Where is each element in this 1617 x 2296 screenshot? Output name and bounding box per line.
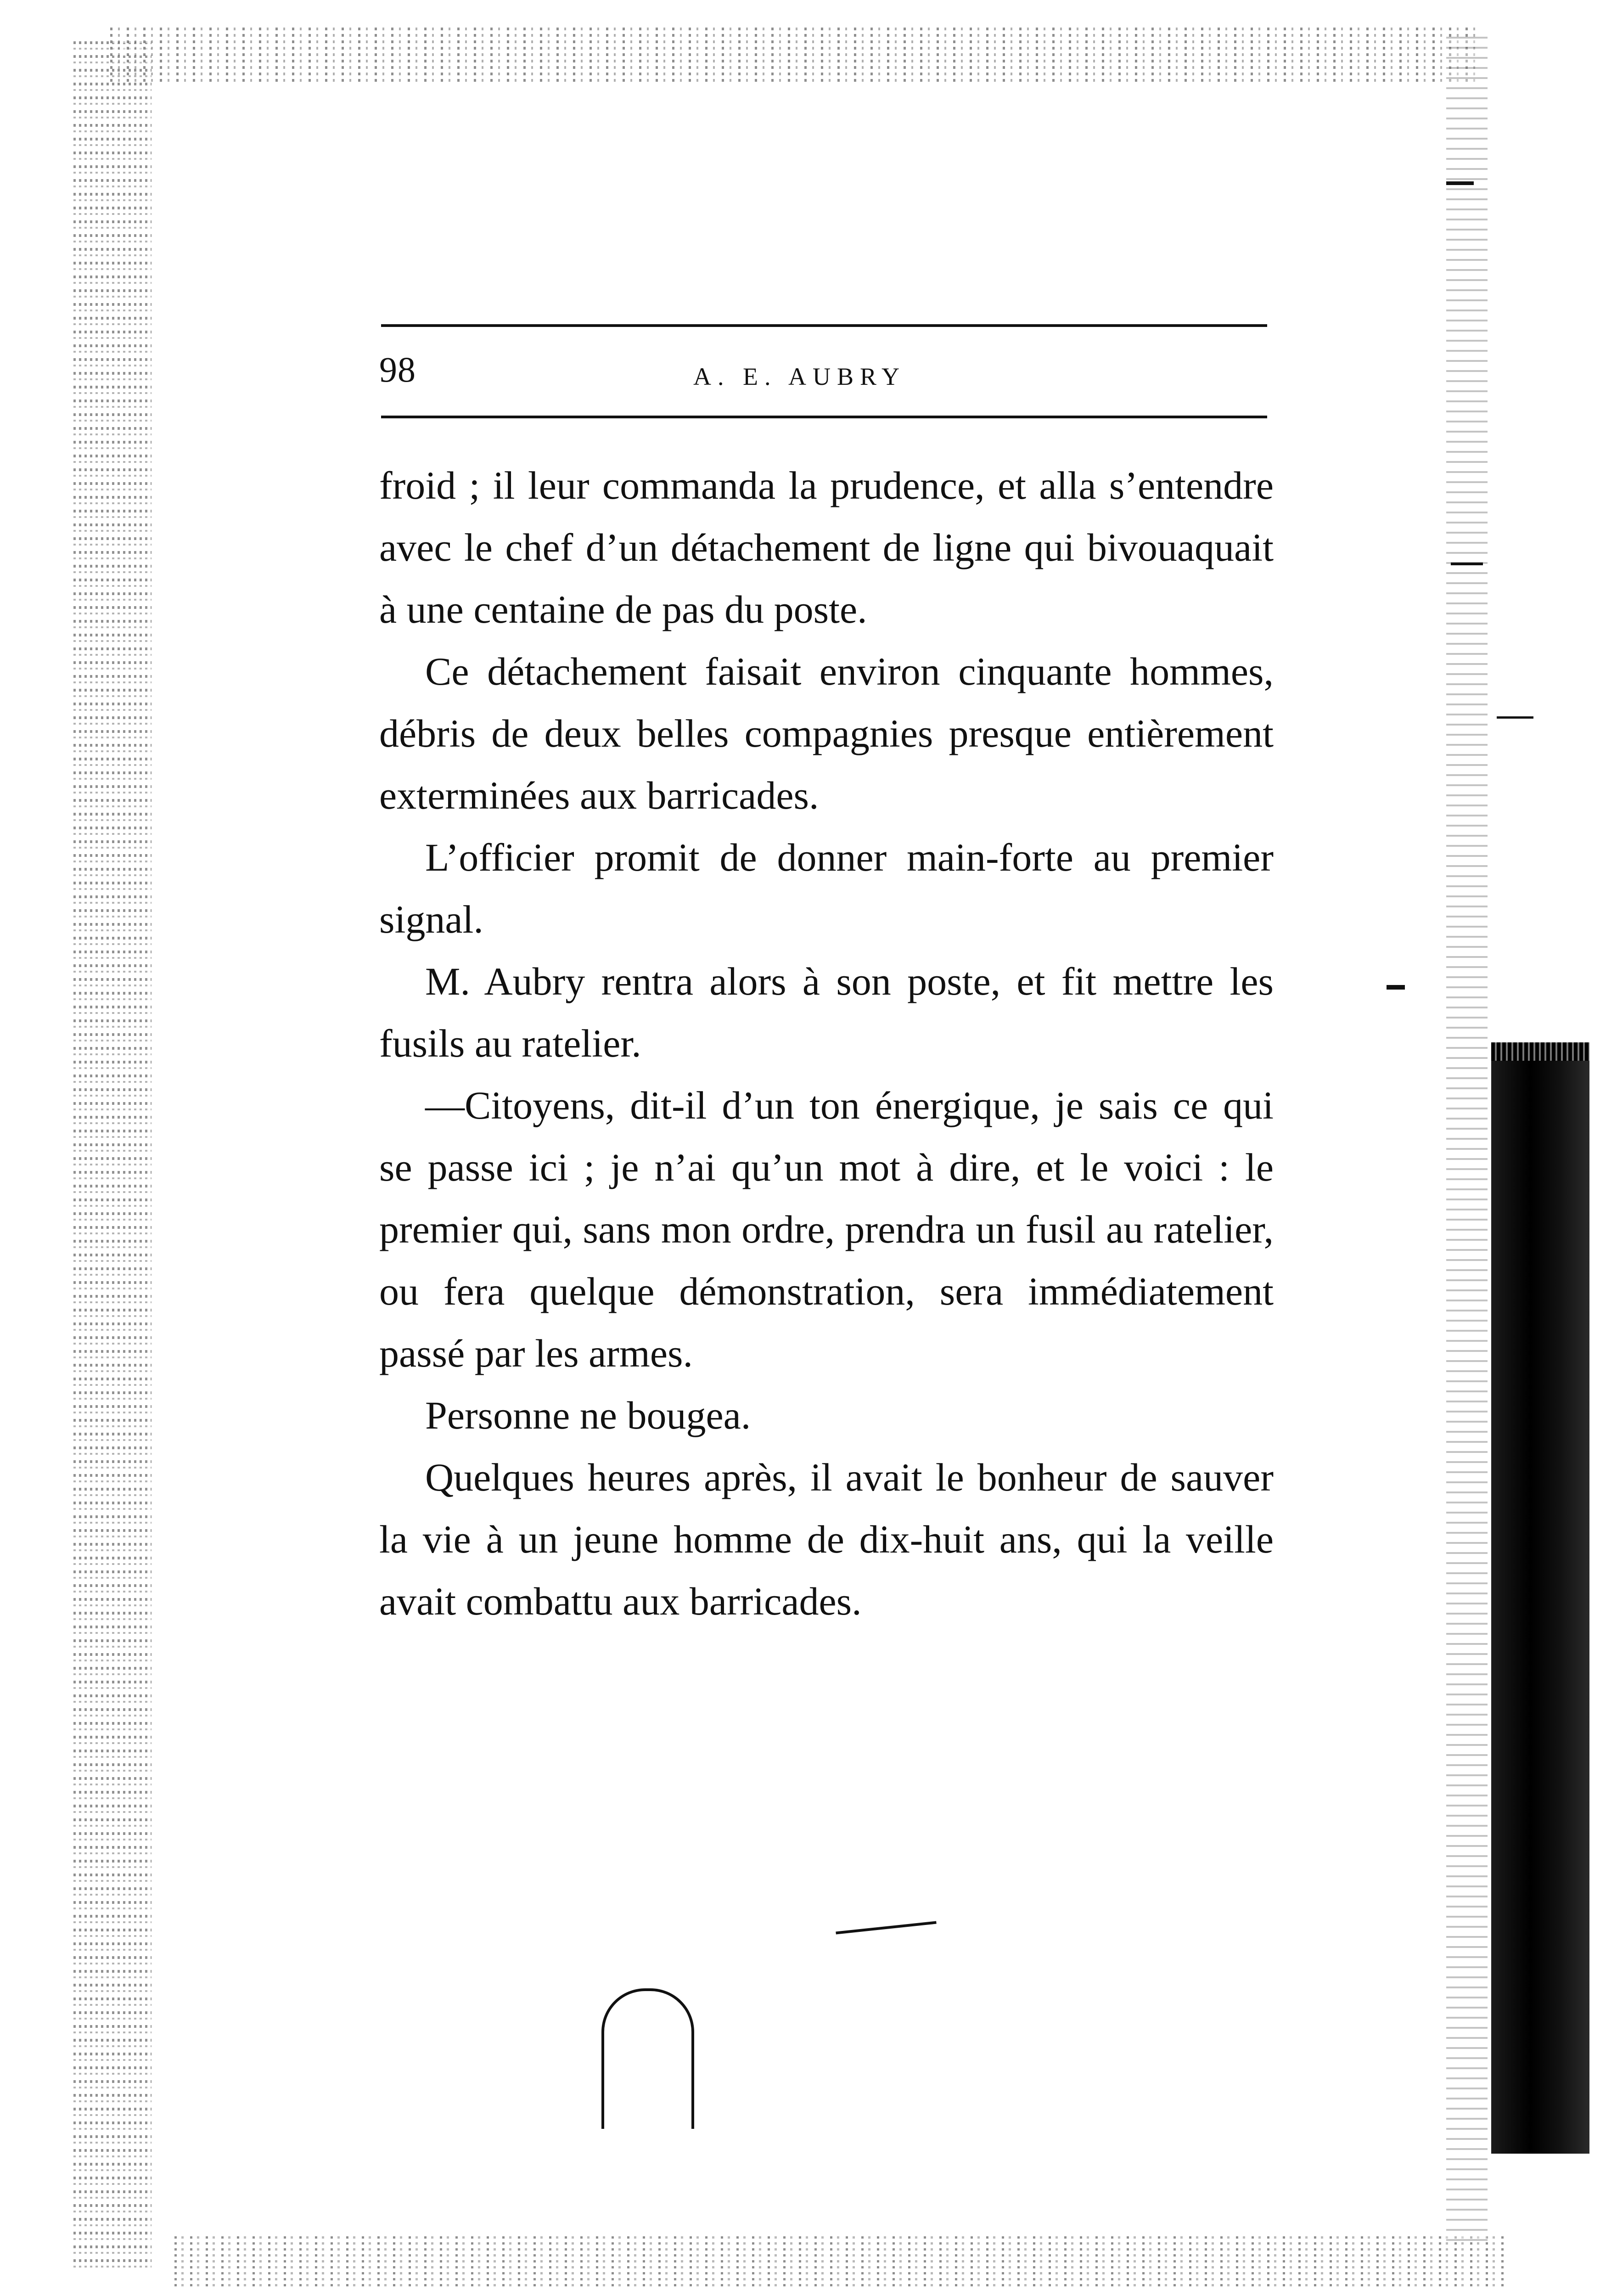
scan-mark <box>1387 985 1405 990</box>
ink-stroke <box>836 1921 936 1935</box>
paragraph: Ce détachement faisait environ cinquante hommes, débris de deux belles compagnies presque entièrement exterminées aux barricades. <box>379 649 1274 817</box>
arch-mark <box>601 1988 694 2129</box>
header-rule-top <box>381 324 1267 327</box>
paragraph: —Citoyens, dit-il d’un ton énergique, je sais ce qui se passe ici ; je n’ai qu’un mot à dire, et le voici : le premier qui, sans mon ordre, prendra un fusil au ratelier, ou fera quelque démonstration, sera immédiatement passé par les armes. <box>379 1083 1274 1375</box>
paragraph: Personne ne bougea. <box>425 1393 751 1437</box>
scan-mark <box>1446 181 1474 185</box>
body-text <box>379 455 1274 1632</box>
paragraph: Quelques heures après, il avait le bonheur de sauver la vie à un jeune homme de dix-huit ans, qui la veille avait combattu aux barricades. <box>379 1455 1274 1623</box>
scan-mark <box>1451 563 1483 565</box>
scan-edge-right <box>1446 37 1488 2241</box>
scan-edge-bottom <box>174 2236 1506 2287</box>
page-number: 98 <box>379 349 416 389</box>
paragraph: M. Aubry rentra alors à son poste, et fit mettre les fusils au ratelier. <box>379 959 1274 1065</box>
paragraph: froid ; il leur commanda la prudence, et alla s’entendre avec le chef d’un détachement de ligne qui bivouaquait à une centaine de pas du poste. <box>379 463 1274 631</box>
header-rule-bottom <box>381 416 1267 418</box>
scan-edge-left <box>73 41 152 2273</box>
running-head: A. E. AUBRY <box>693 363 906 390</box>
scan-edge-top <box>110 28 1478 83</box>
scan-mark <box>1497 716 1533 719</box>
paragraph: L’officier promit de donner main-forte au premier signal. <box>379 835 1274 941</box>
scan-dark-margin <box>1491 1042 1589 2154</box>
scan-dark-margin-top <box>1491 1042 1589 1061</box>
